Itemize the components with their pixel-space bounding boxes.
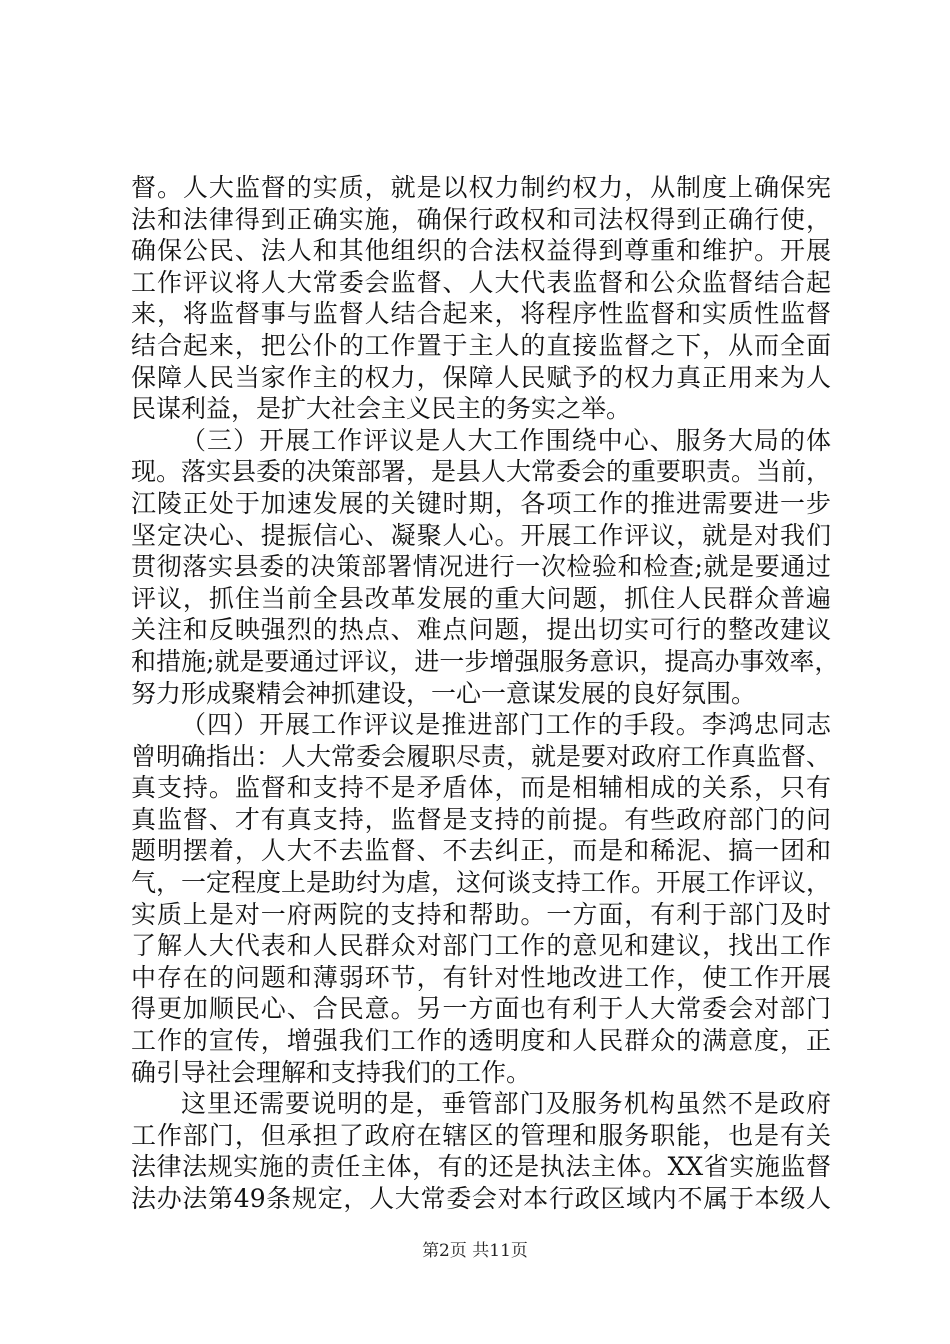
text-line: 保障人民当家作主的权力，保障人民赋予的权力真正用来为人 — [131, 362, 831, 392]
text-line: 江陵正处于加速发展的关键时期，各项工作的推进需要进一步 — [131, 488, 831, 518]
text-line: 确保公民、法人和其他组织的合法权益得到尊重和维护。开展 — [131, 236, 831, 266]
text-line: 确引导社会理解和支持我们的工作。 — [131, 1057, 532, 1087]
text-line: 真监督、才有真支持，监督是支持的前提。有些政府部门的问 — [131, 804, 831, 834]
text-line: 现。落实县委的决策部署，是县人大常委会的重要职责。当前， — [131, 457, 832, 487]
text-line: 曾明确指出：人大常委会履职尽责，就是要对政府工作真监督、 — [131, 741, 832, 771]
text-line: 和措施;就是要通过评议，进一步增强服务意识，提高办事效率， — [131, 646, 840, 676]
text-line: 实质上是对一府两院的支持和帮助。一方面，有利于部门及时 — [131, 899, 831, 929]
text-line: 贯彻落实县委的决策部署情况进行一次检验和检查;就是要通过 — [131, 552, 831, 582]
document-body — [131, 172, 840, 1215]
text-line: 法律法规实施的责任主体，有的还是执法主体。XX省实施监督 — [131, 1152, 831, 1182]
text-line: 评议，抓住当前全县改革发展的重大问题，抓住人民群众普遍 — [131, 583, 831, 613]
text-line: 来，将监督事与监督人结合起来，将程序性监督和实质性监督 — [131, 299, 831, 329]
text-line: 民谋利益，是扩大社会主义民主的务实之举。 — [131, 394, 632, 424]
text-line: 这里还需要说明的是，垂管部门及服务机构虽然不是政府 — [181, 1089, 831, 1119]
text-line: 得更加顺民心、合民意。另一方面也有利于人大常委会对部门 — [131, 994, 831, 1024]
text-line: 法和法律得到正确实施，确保行政权和司法权得到正确行使， — [131, 204, 831, 234]
text-line: 关注和反映强烈的热点、难点问题，提出切实可行的整改建议 — [131, 615, 831, 645]
text-line: 工作部门，但承担了政府在辖区的管理和服务职能，也是有关 — [131, 1120, 831, 1150]
text-line: 工作评议将人大常委会监督、人大代表监督和公众监督结合起 — [131, 267, 831, 297]
text-line: 坚定决心、提振信心、凝聚人心。开展工作评议，就是对我们 — [131, 520, 831, 550]
page-footer — [0, 1239, 950, 1263]
text-line: 真支持。监督和支持不是矛盾体，而是相辅相成的关系，只有 — [131, 773, 831, 803]
text-line: 结合起来，把公仆的工作置于主人的直接监督之下，从而全面 — [131, 330, 831, 360]
text-line: 努力形成聚精会神抓建设，一心一意谋发展的良好氛围。 — [131, 678, 757, 708]
page-number: 第2页 共11页 — [422, 1241, 528, 1261]
text-line: （三）开展工作评议是人大工作围绕中心、服务大局的体 — [181, 425, 831, 455]
text-line: 中存在的问题和薄弱环节，有针对性地改进工作，使工作开展 — [131, 962, 831, 992]
text-line: 工作的宣传，增强我们工作的透明度和人民群众的满意度，正 — [131, 1026, 831, 1056]
text-line: 督。人大监督的实质，就是以权力制约权力，从制度上确保宪 — [131, 173, 831, 202]
text-line: 法办法第49条规定，人大常委会对本行政区域内不属于本级人 — [131, 1184, 831, 1213]
text-line: 了解人大代表和人民群众对部门工作的意见和建议，找出工作 — [131, 931, 831, 961]
text-line: 题明摆着，人大不去监督、不去纠正，而是和稀泥、搞一团和 — [131, 836, 831, 866]
text-line: （四）开展工作评议是推进部门工作的手段。李鸿忠同志 — [181, 710, 831, 740]
text-line: 气，一定程度上是助纣为虐，这何谈支持工作。开展工作评议， — [131, 868, 832, 898]
